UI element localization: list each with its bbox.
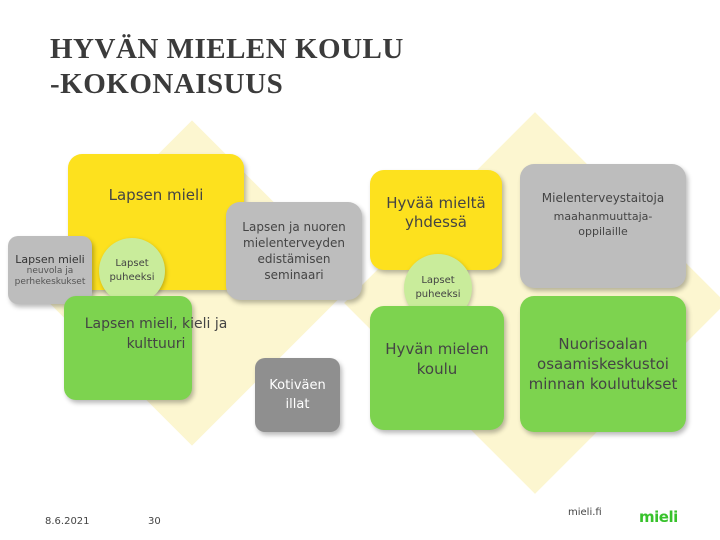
box-seminaari[interactable] (226, 202, 362, 300)
footer-site: mieli.fi (568, 507, 602, 518)
box-hyvan-mielen-koulu[interactable] (370, 306, 504, 430)
box-lapsen-mieli-neuvola-sub: neuvola ja perhekeskukset (14, 265, 86, 287)
box-kotivaen-illat[interactable] (255, 358, 340, 432)
box-mielenterveystaitoja-sub: maahanmuuttaja-oppilaille (553, 210, 653, 238)
box-kieli-ja-kulttuuri-label: Lapsen mieli, kieli ja kulttuuri (84, 316, 228, 352)
circle-lapset-puheeksi-left-label: Lapset puheeksi (109, 258, 155, 283)
box-hyvaa-mielta-yhdessa-label: Hyvää mieltä yhdessä (386, 194, 486, 231)
box-hyvan-mielen-koulu-label: Hyvän mielen koulu (385, 340, 489, 378)
box-lapsen-mieli-label: Lapsen mieli (108, 186, 204, 204)
box-mielenterveystaitoja-title: Mielenterveystaitoja (541, 191, 665, 205)
box-lapsen-mieli-neuvola[interactable] (8, 236, 92, 304)
box-mielenterveystaitoja[interactable] (520, 164, 686, 288)
box-kotivaen-illat-label: Kotiväen illat (269, 378, 326, 412)
box-kieli-ja-kulttuuri[interactable] (64, 296, 228, 400)
page-title-line1: HYVÄN MIELEN KOULU (50, 33, 404, 65)
page-title (50, 32, 404, 102)
box-nuorisoalan-koulutukset[interactable] (520, 296, 686, 432)
box-nuorisoalan-koulutukset-label: Nuorisoalan osaamiskeskustoi minnan koulutukset (528, 335, 678, 393)
footer-page-number: 30 (148, 516, 161, 527)
circle-lapset-puheeksi-left[interactable] (99, 238, 165, 304)
circle-lapset-puheeksi-mid-label: Lapset puheeksi (415, 275, 461, 300)
box-lapsen-mieli-neuvola-title: Lapsen mieli (15, 252, 85, 266)
box-seminaari-label: Lapsen ja nuoren mielenterveyden edistämisen seminaari (242, 220, 346, 282)
footer-date: 8.6.2021 (45, 516, 90, 527)
page-title-line2: -KOKONAISUUS (50, 68, 284, 100)
mieli-logo: mieli (639, 508, 678, 526)
